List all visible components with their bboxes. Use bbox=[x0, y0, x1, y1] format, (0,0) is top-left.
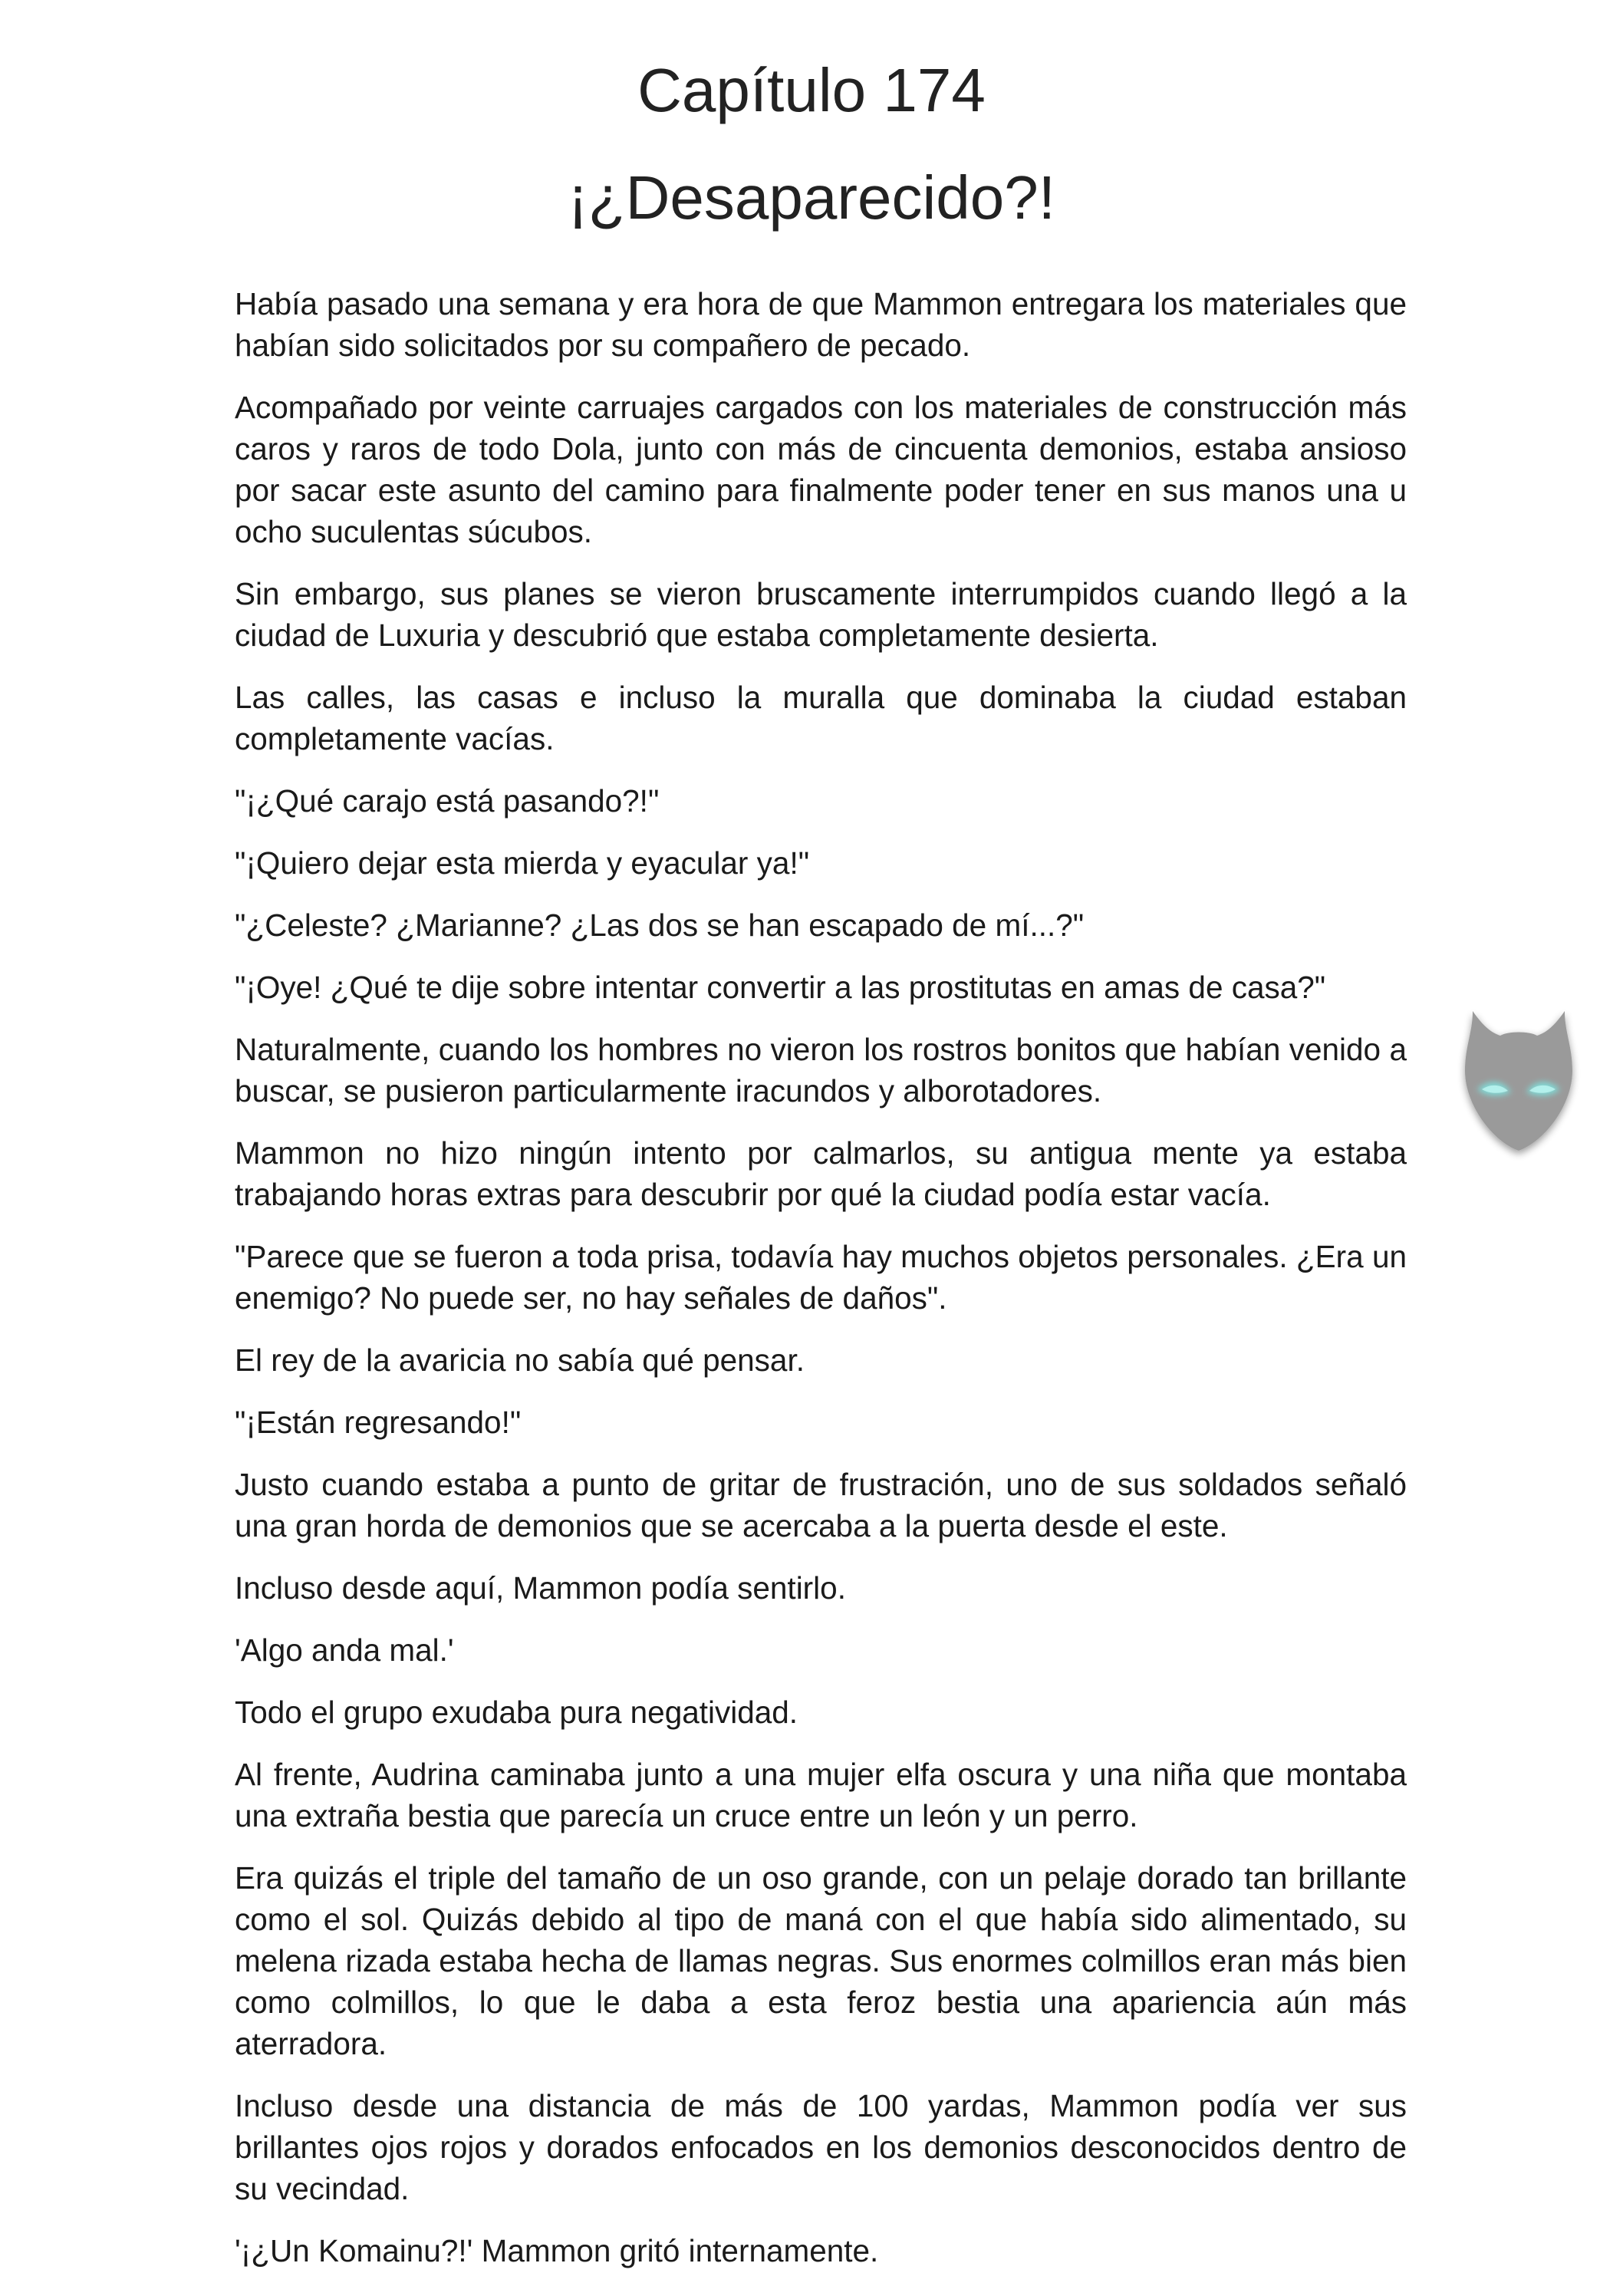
paragraph: Acompañado por veinte carruajes cargados con los materiales de construcción más caros y raros de todo Dola, junto con más de cincuenta demonios, estaba ansioso por sacar este asunto del camino para finalmente poder tener en sus manos una u ocho suculentas súcubos. bbox=[235, 390, 1407, 549]
dialogue-line: "Parece que se fueron a toda prisa, todavía hay muchos objetos personales. ¿Era un enemigo? No puede ser, no hay señales de daños". bbox=[235, 1239, 1407, 1316]
paragraph: Todo el grupo exudaba pura negatividad. bbox=[235, 1695, 798, 1730]
paragraph: El rey de la avaricia no sabía qué pensar. bbox=[235, 1342, 805, 1378]
paragraph: Era quizás el triple del tamaño de un oso grande, con un pelaje dorado tan brillante como el sol. Quizás debido al tipo de maná con el que había sido alimentado, su melena rizada estaba hecha de llamas negras. Sus enormes colmillos eran más bien como colmillos, lo que le daba a esta feroz bestia una apariencia aún más aterradora. bbox=[235, 1860, 1407, 2061]
thought-line: 'Algo anda mal.' bbox=[235, 1632, 454, 1668]
paragraph: Incluso desde una distancia de más de 100 yardas, Mammon podía ver sus brillantes ojos rojos y dorados enfocados en los demonios desconocidos dentro de su vecindad. bbox=[235, 2088, 1407, 2206]
dialogue-line: "¡Están regresando!" bbox=[235, 1405, 522, 1440]
paragraph: Sin embargo, sus planes se vieron bruscamente interrumpidos cuando llegó a la ciudad de Luxuria y descubrió que estaba completamente desierta. bbox=[235, 576, 1407, 653]
paragraph: Naturalmente, cuando los hombres no vieron los rostros bonitos que habían venido a buscar, se pusieron particularmente iracundos y alborotadores. bbox=[235, 1032, 1407, 1108]
dialogue-line: "¡Quiero dejar esta mierda y eyacular ya!" bbox=[235, 845, 810, 881]
dialogue-line: "¡¿Qué carajo está pasando?!" bbox=[235, 783, 660, 819]
paragraph: Incluso desde aquí, Mammon podía sentirlo. bbox=[235, 1570, 846, 1606]
dialogue-line: "¿Celeste? ¿Marianne? ¿Las dos se han escapado de mí...?" bbox=[235, 908, 1085, 943]
chapter-number: Capítulo 174 bbox=[637, 56, 986, 124]
paragraph: Había pasado una semana y era hora de que Mammon entregara los materiales que habían sido solicitados por su compañero de pecado. bbox=[235, 286, 1407, 363]
demon-head-icon bbox=[1450, 997, 1588, 1166]
chapter-header bbox=[0, 37, 1623, 252]
chapter-body bbox=[235, 283, 1407, 2292]
paragraph: Justo cuando estaba a punto de gritar de frustración, uno de sus soldados señaló una gran horda de demonios que se acercaba a la puerta desde el este. bbox=[235, 1467, 1407, 1543]
paragraph: Las calles, las casas e incluso la muralla que dominaba la ciudad estaban completamente vacías. bbox=[235, 680, 1407, 756]
paragraph: Mammon no hizo ningún intento por calmarlos, su antigua mente ya estaba trabajando horas extras para descubrir por qué la ciudad podía estar vacía. bbox=[235, 1135, 1407, 1212]
chapter-title: ¡¿Desaparecido?! bbox=[568, 163, 1055, 232]
paragraph: Al frente, Audrina caminaba junto a una mujer elfa oscura y una niña que montaba una extraña bestia que parecía un cruce entre un león y un perro. bbox=[235, 1757, 1407, 1833]
thought-line: '¡¿Un Komainu?!' Mammon gritó internamente. bbox=[235, 2233, 879, 2268]
dialogue-line: "¡Oye! ¿Qué te dije sobre intentar convertir a las prostitutas en amas de casa?" bbox=[235, 970, 1326, 1005]
